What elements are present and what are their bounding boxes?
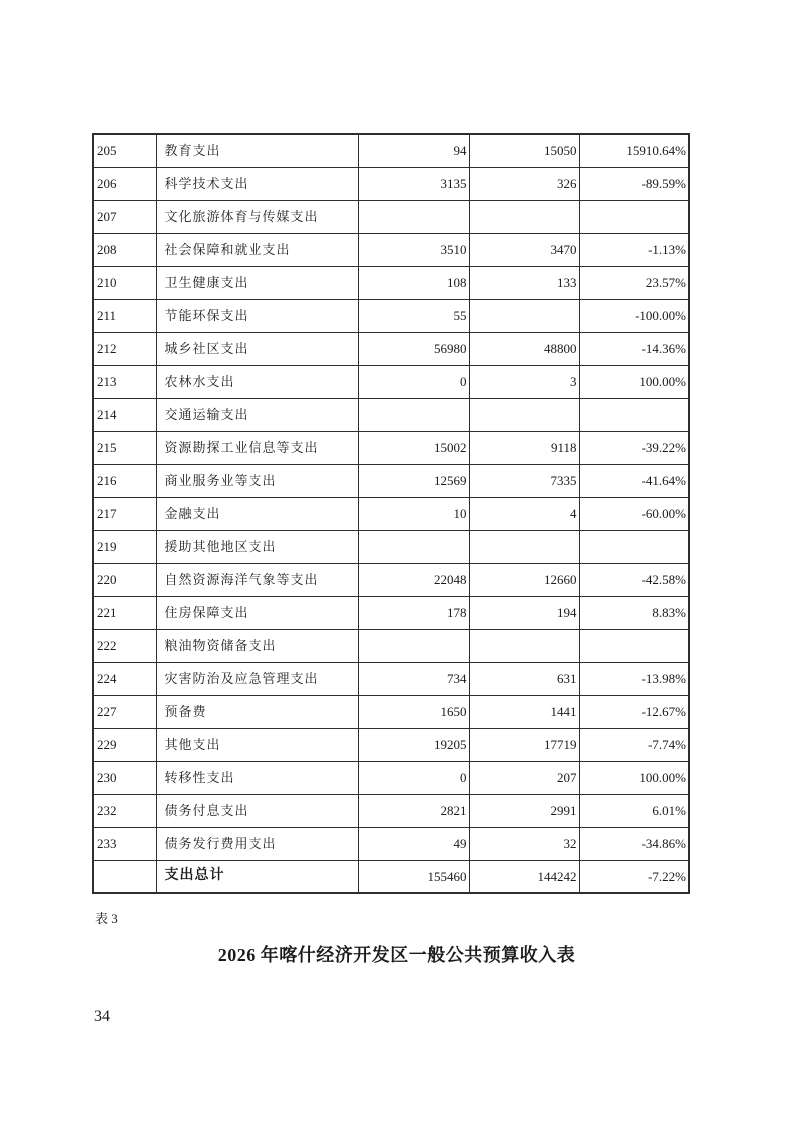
cell-code: 216: [93, 464, 156, 497]
cell-code: 220: [93, 563, 156, 596]
cell-name: 其他支出: [156, 728, 358, 761]
table-row: [93, 365, 689, 398]
cell-name: 城乡社区支出: [156, 332, 358, 365]
table-row: [93, 332, 689, 365]
cell-v2: 3: [469, 365, 579, 398]
table3-label: 表 3: [95, 911, 118, 926]
cell-v2: [469, 629, 579, 662]
cell-v1: 0: [358, 365, 469, 398]
table-row: [93, 200, 689, 233]
total-cell-name: 支出总计: [156, 860, 358, 893]
cell-v1: 49: [358, 827, 469, 860]
expenditure-table: [92, 133, 690, 894]
table-row: [93, 233, 689, 266]
cell-pct: [579, 530, 689, 563]
cell-v1: 55: [358, 299, 469, 332]
cell-code: 207: [93, 200, 156, 233]
cell-v2: [469, 299, 579, 332]
cell-v2: 15050: [469, 134, 579, 167]
cell-code: 212: [93, 332, 156, 365]
cell-v1: [358, 200, 469, 233]
cell-v2: 207: [469, 761, 579, 794]
cell-v2: 326: [469, 167, 579, 200]
table-row: [93, 761, 689, 794]
table-row: [93, 167, 689, 200]
cell-v2: 4: [469, 497, 579, 530]
cell-v2: 3470: [469, 233, 579, 266]
cell-code: 208: [93, 233, 156, 266]
cell-v2: 631: [469, 662, 579, 695]
total-cell-v1: 155460: [358, 860, 469, 893]
cell-pct: 15910.64%: [579, 134, 689, 167]
cell-v2: [469, 398, 579, 431]
cell-name: 节能环保支出: [156, 299, 358, 332]
cell-code: 213: [93, 365, 156, 398]
cell-v1: 2821: [358, 794, 469, 827]
table-row: [93, 728, 689, 761]
cell-code: 215: [93, 431, 156, 464]
cell-pct: 100.00%: [579, 365, 689, 398]
cell-pct: -89.59%: [579, 167, 689, 200]
cell-v1: [358, 398, 469, 431]
cell-name: 债务付息支出: [156, 794, 358, 827]
cell-code: 217: [93, 497, 156, 530]
cell-name: 灾害防治及应急管理支出: [156, 662, 358, 695]
cell-name: 文化旅游体育与传媒支出: [156, 200, 358, 233]
cell-v1: 19205: [358, 728, 469, 761]
cell-v1: 10: [358, 497, 469, 530]
cell-name: 粮油物资储备支出: [156, 629, 358, 662]
page-number: 34: [94, 1008, 110, 1025]
cell-pct: -100.00%: [579, 299, 689, 332]
table-row: [93, 827, 689, 860]
cell-name: 自然资源海洋气象等支出: [156, 563, 358, 596]
table-row: [93, 299, 689, 332]
cell-v1: 22048: [358, 563, 469, 596]
cell-name: 预备费: [156, 695, 358, 728]
cell-v1: 108: [358, 266, 469, 299]
cell-v1: 1650: [358, 695, 469, 728]
cell-name: 科学技术支出: [156, 167, 358, 200]
cell-code: 230: [93, 761, 156, 794]
cell-name: 社会保障和就业支出: [156, 233, 358, 266]
cell-v1: 734: [358, 662, 469, 695]
cell-pct: -1.13%: [579, 233, 689, 266]
table-row: [93, 563, 689, 596]
cell-code: 221: [93, 596, 156, 629]
cell-name: 金融支出: [156, 497, 358, 530]
table-row: [93, 629, 689, 662]
cell-v1: 12569: [358, 464, 469, 497]
cell-code: 224: [93, 662, 156, 695]
cell-v2: 9118: [469, 431, 579, 464]
cell-v2: 133: [469, 266, 579, 299]
total-cell-pct: -7.22%: [579, 860, 689, 893]
cell-code: 206: [93, 167, 156, 200]
table-row: [93, 266, 689, 299]
cell-v1: 94: [358, 134, 469, 167]
cell-v1: 178: [358, 596, 469, 629]
cell-name: 交通运输支出: [156, 398, 358, 431]
cell-code: 205: [93, 134, 156, 167]
cell-v1: [358, 629, 469, 662]
expenditure-table-body: [93, 134, 689, 893]
cell-v2: [469, 530, 579, 563]
cell-code: 233: [93, 827, 156, 860]
cell-name: 教育支出: [156, 134, 358, 167]
cell-v1: [358, 530, 469, 563]
cell-code: 222: [93, 629, 156, 662]
cell-code: 229: [93, 728, 156, 761]
cell-name: 援助其他地区支出: [156, 530, 358, 563]
table-row: [93, 134, 689, 167]
cell-pct: -60.00%: [579, 497, 689, 530]
next-table-title: 2026 年喀什经济开发区一般公共预算收入表: [217, 945, 576, 965]
cell-pct: -34.86%: [579, 827, 689, 860]
cell-name: 商业服务业等支出: [156, 464, 358, 497]
cell-v2: 17719: [469, 728, 579, 761]
cell-v2: 2991: [469, 794, 579, 827]
cell-pct: [579, 398, 689, 431]
cell-pct: [579, 629, 689, 662]
cell-pct: 8.83%: [579, 596, 689, 629]
cell-pct: -12.67%: [579, 695, 689, 728]
cell-pct: 23.57%: [579, 266, 689, 299]
table-row: [93, 662, 689, 695]
cell-code: 219: [93, 530, 156, 563]
cell-name: 住房保障支出: [156, 596, 358, 629]
cell-pct: 6.01%: [579, 794, 689, 827]
table-row: [93, 464, 689, 497]
cell-code: 210: [93, 266, 156, 299]
cell-v2: 12660: [469, 563, 579, 596]
cell-pct: 100.00%: [579, 761, 689, 794]
cell-v2: 1441: [469, 695, 579, 728]
cell-name: 卫生健康支出: [156, 266, 358, 299]
table-row: [93, 431, 689, 464]
cell-code: 227: [93, 695, 156, 728]
cell-v1: 15002: [358, 431, 469, 464]
table-row: [93, 398, 689, 431]
cell-code: 232: [93, 794, 156, 827]
table-row: [93, 530, 689, 563]
cell-v1: 3510: [358, 233, 469, 266]
cell-name: 资源勘探工业信息等支出: [156, 431, 358, 464]
cell-v2: 32: [469, 827, 579, 860]
table-row: [93, 695, 689, 728]
table-row: [93, 596, 689, 629]
cell-name: 债务发行费用支出: [156, 827, 358, 860]
table-row: [93, 794, 689, 827]
cell-v1: 56980: [358, 332, 469, 365]
cell-code: 211: [93, 299, 156, 332]
cell-name: 转移性支出: [156, 761, 358, 794]
total-row: [93, 860, 689, 893]
total-cell-v2: 144242: [469, 860, 579, 893]
cell-pct: -39.22%: [579, 431, 689, 464]
cell-name: 农林水支出: [156, 365, 358, 398]
cell-pct: [579, 200, 689, 233]
cell-pct: -41.64%: [579, 464, 689, 497]
cell-pct: -14.36%: [579, 332, 689, 365]
cell-v1: 0: [358, 761, 469, 794]
cell-v2: 194: [469, 596, 579, 629]
cell-pct: -13.98%: [579, 662, 689, 695]
cell-code: 214: [93, 398, 156, 431]
table-row: [93, 497, 689, 530]
total-cell-code: [93, 860, 156, 893]
cell-v2: [469, 200, 579, 233]
cell-pct: -7.74%: [579, 728, 689, 761]
cell-v2: 48800: [469, 332, 579, 365]
cell-v1: 3135: [358, 167, 469, 200]
cell-pct: -42.58%: [579, 563, 689, 596]
cell-v2: 7335: [469, 464, 579, 497]
